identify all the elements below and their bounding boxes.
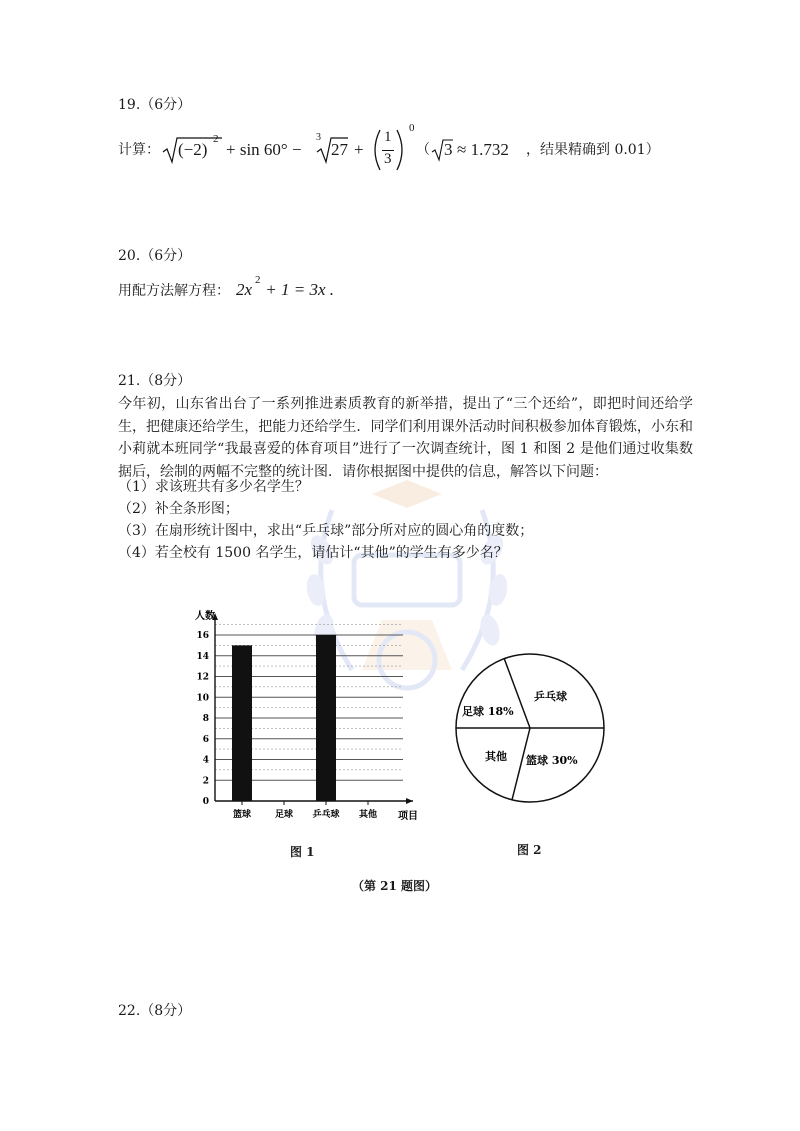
q19-header: 19.（6分） xyxy=(118,97,192,113)
pie-label-basketball: 篮球 30% xyxy=(526,754,578,767)
q19-note-open: （ xyxy=(416,142,430,158)
q19-cuberoot-index: 3 xyxy=(316,132,321,143)
q19-note-approx: ≈ 1.732 xyxy=(457,140,509,159)
q19-label: 计算： xyxy=(118,142,160,158)
y-tick-label: 0 xyxy=(202,797,209,807)
q20-header: 20.（6分） xyxy=(118,248,192,264)
q22-header: 22.（8分） xyxy=(118,1003,192,1019)
bar-chart-y-label: 人数 xyxy=(195,611,215,622)
bar-chart-y-ticks xyxy=(196,631,209,807)
q20-eq-rest: + 1 = 3x . xyxy=(261,280,334,299)
y-tick-label: 12 xyxy=(196,672,209,683)
q19-note-rest: ，结果精确到 0.01） xyxy=(526,142,660,158)
q20-eq-term: 2x xyxy=(236,280,253,299)
pie-label-football: 足球 18% xyxy=(462,705,514,718)
y-tick-label: 8 xyxy=(202,714,209,724)
y-tick-label: 10 xyxy=(196,693,209,704)
bar-chart xyxy=(185,605,425,825)
q21-question-4: （4）若全校有 1500 名学生，请估计“其他”的学生有多少名？ xyxy=(118,545,508,561)
x-tick-label: 足球 xyxy=(274,810,294,820)
x-axis-arrow-icon xyxy=(406,798,413,804)
q21-question-3: （3）在扇形统计图中，求出“乒乓球”部分所对应的圆心角的度数； xyxy=(118,523,534,539)
y-tick-label: 2 xyxy=(202,776,209,787)
right-paren xyxy=(395,128,409,172)
q19-frac-numerator: 1 xyxy=(384,129,392,145)
q19-power-zero: 0 xyxy=(409,122,415,134)
q21-question-1: （1）求该班共有多少名学生？ xyxy=(118,479,309,495)
q21-paragraph: 今年初，山东省出台了一系列推进素质教育的新举措，提出了“三个还给”，即把时间还给学生，把健康还给学生，把能力还给学生．同学们利用课外活动时间积极参加体育锻炼，小东和小莉就本班同学“我最喜爱的体育项目”进行了一次调查统计，图 1 和图 2 是他们通过收集数据后，绘制的两幅不完整的统计图．请你根据图中提供的信息，解答以下问题： xyxy=(118,396,693,480)
figure1-caption: 图 1 xyxy=(290,845,315,859)
q19-term1-exponent: 2 xyxy=(213,133,219,145)
x-tick-label: 乒乓球 xyxy=(312,810,340,820)
bar-0 xyxy=(232,645,252,801)
figure2-caption: 图 2 xyxy=(517,843,542,857)
y-tick-label: 6 xyxy=(202,734,209,745)
bar-chart-x-label: 项目 xyxy=(398,811,418,822)
q21-question-2: （2）补全条形图； xyxy=(118,501,239,517)
q19-note-radicand: 3 xyxy=(444,140,453,159)
q19-term1: (−2) xyxy=(178,140,208,159)
q19-frac-denominator: 3 xyxy=(384,151,392,167)
q19-cuberoot-radicand: 27 xyxy=(331,140,348,159)
q19-expression xyxy=(118,122,718,172)
q20-eq-exponent: 2 xyxy=(255,274,261,286)
pie-label-other: 其他 xyxy=(485,750,507,763)
y-tick-label: 16 xyxy=(196,631,209,641)
left-paren xyxy=(368,128,382,172)
x-tick-label: 篮球 xyxy=(232,810,252,820)
x-tick-label: 其他 xyxy=(358,810,378,820)
bar-chart-x-ticks xyxy=(233,801,377,820)
q20-label: 用配方法解方程： xyxy=(118,283,230,299)
y-tick-label: 4 xyxy=(202,755,209,766)
pie-chart xyxy=(450,648,610,808)
pie-label-pingpong: 乒乓球 xyxy=(534,690,567,703)
bar-2 xyxy=(316,635,336,801)
q20-equation-line xyxy=(118,274,518,304)
figure-caption: （第 21 题图） xyxy=(352,879,438,893)
q21-header: 21.（8分） xyxy=(118,373,192,389)
q19-term2: + sin 60° − xyxy=(226,140,302,159)
y-tick-label: 14 xyxy=(196,651,209,662)
q19-plus: + xyxy=(354,140,364,159)
